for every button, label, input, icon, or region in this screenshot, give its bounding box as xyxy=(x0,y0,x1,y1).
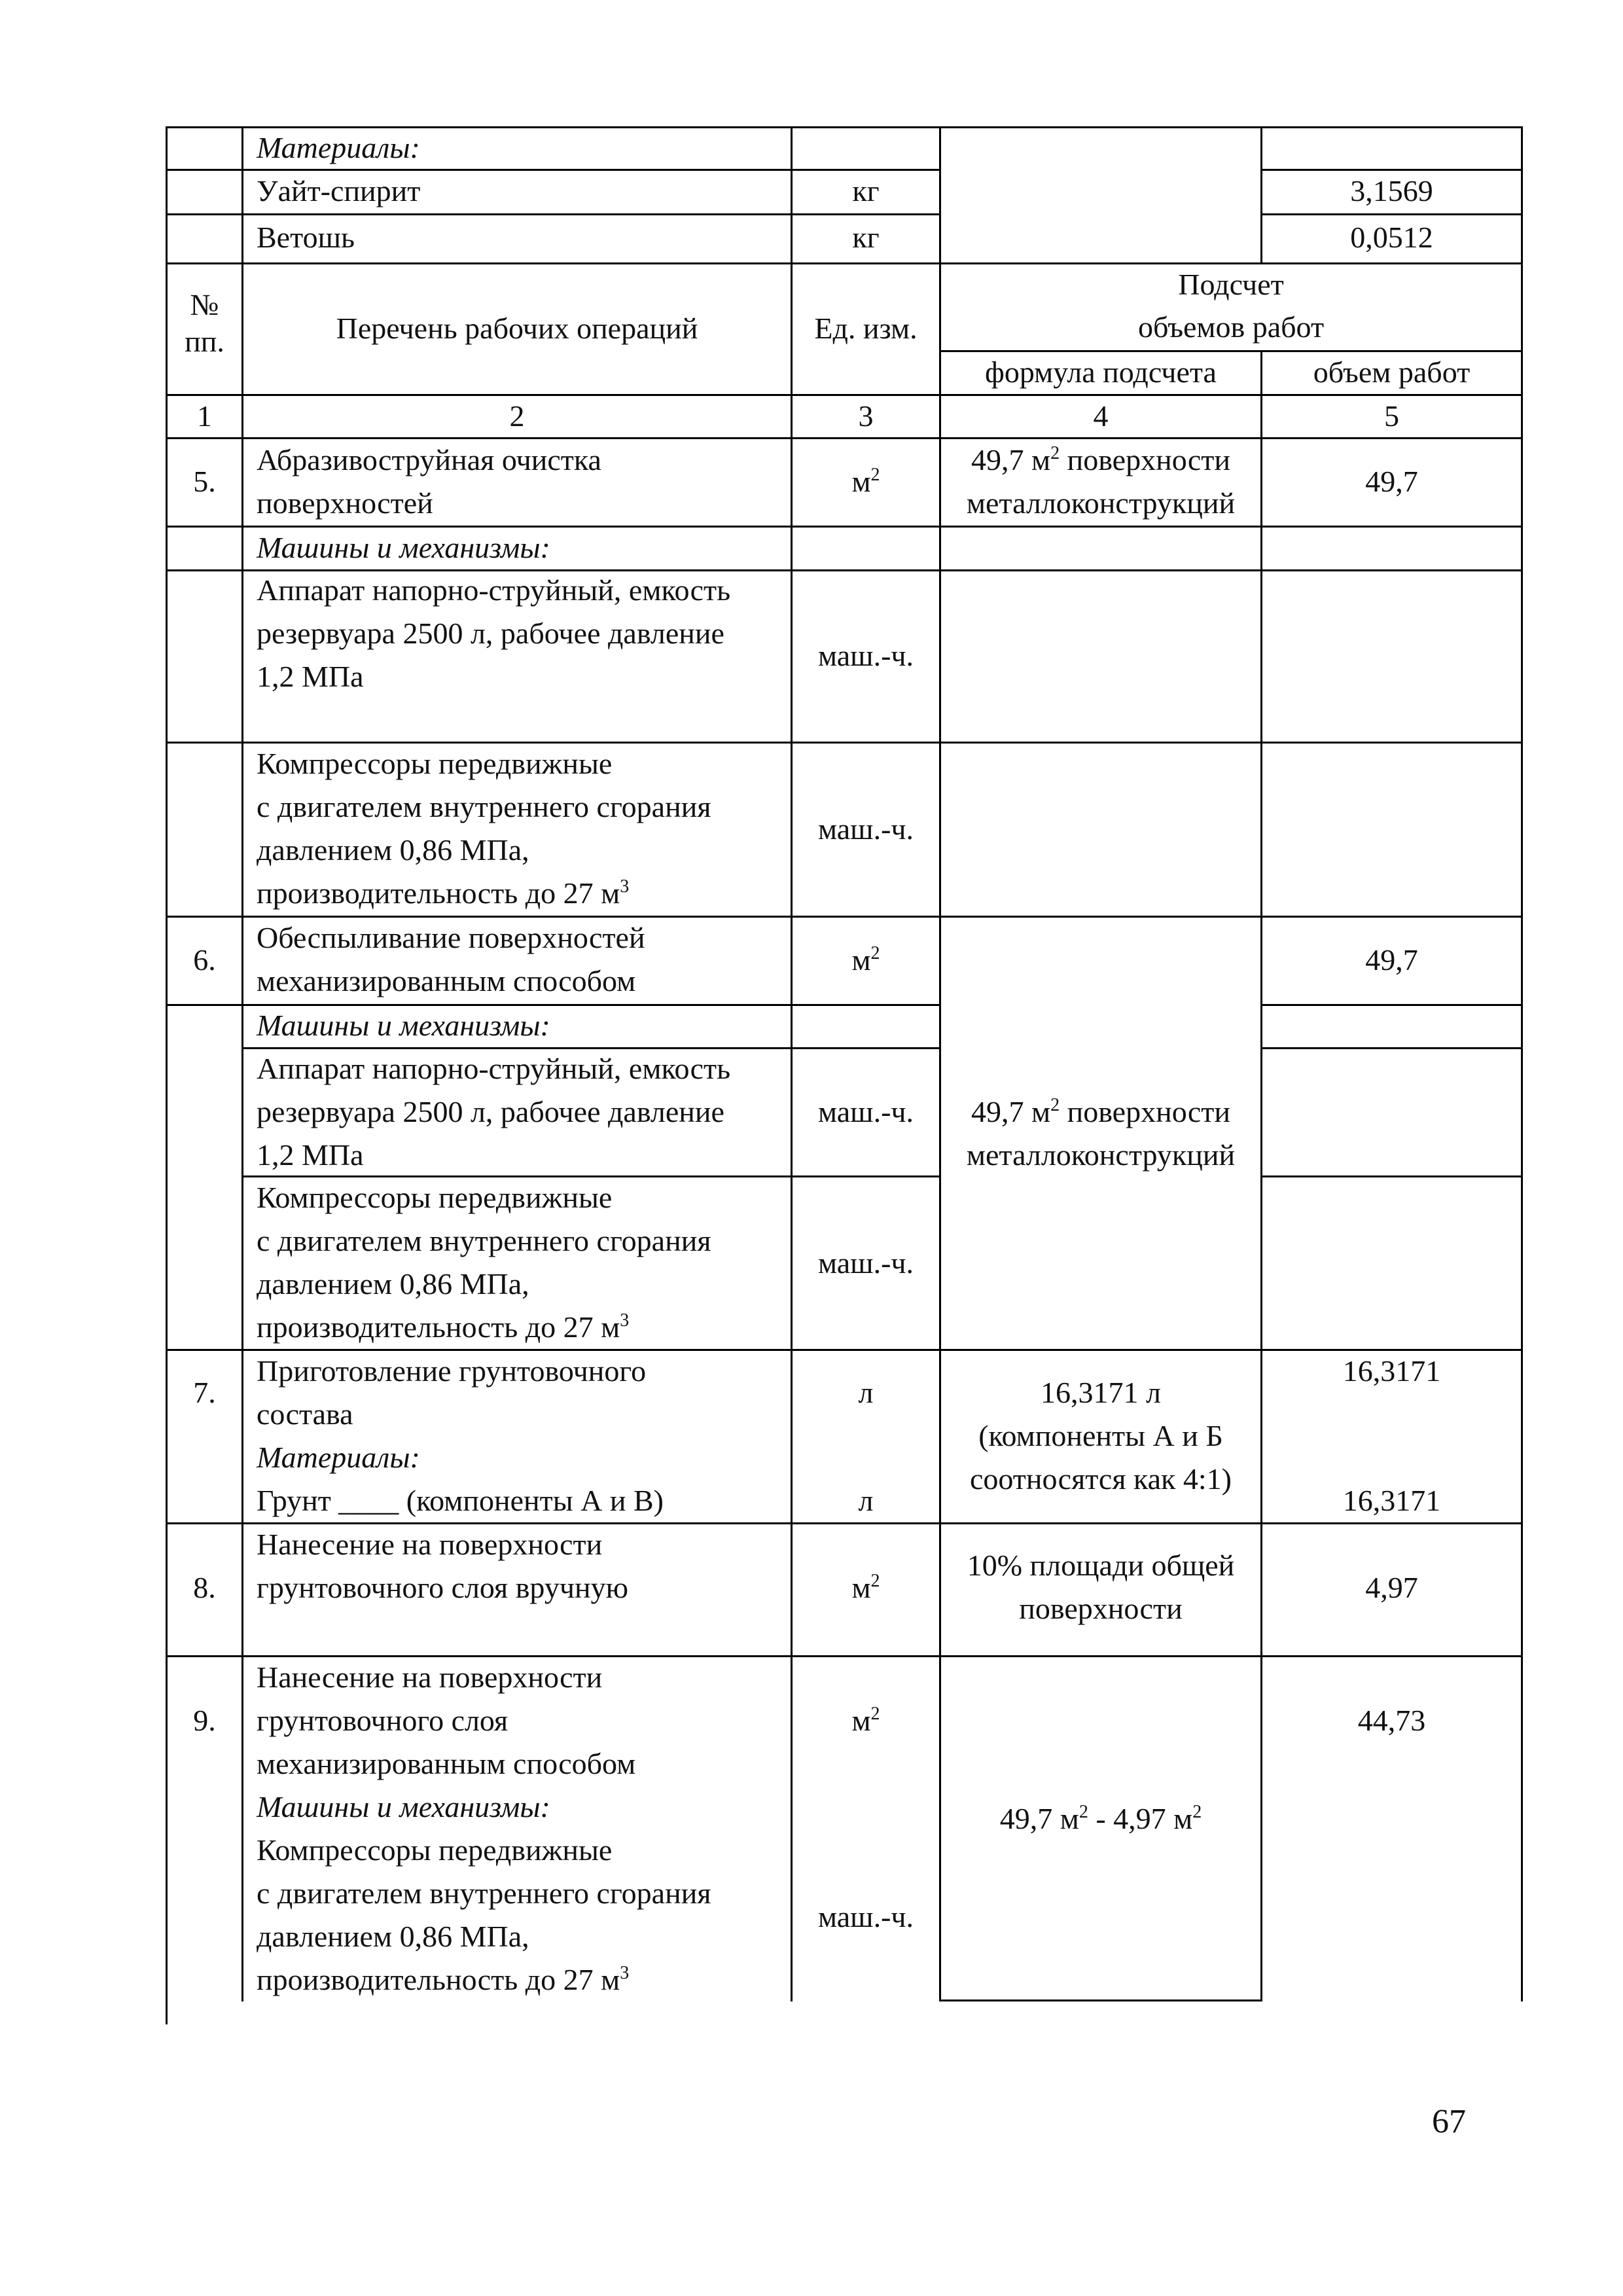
row-number: 6. xyxy=(193,943,216,977)
header-number: № пп. xyxy=(185,288,224,358)
operation-name: Абразивоструйная очистка поверхностей xyxy=(257,443,601,520)
volume-formula: 16,3171 л (компоненты А и Б соотносятся как 4:1) xyxy=(969,1376,1232,1496)
work-volume: 16,3171 xyxy=(1342,1484,1441,1517)
row-number: 9. xyxy=(193,1704,216,1737)
table-border xyxy=(939,2000,1262,2001)
header-formula: формула подсчета xyxy=(985,355,1217,389)
table-border xyxy=(1521,126,1523,2001)
machines-label: Машины и механизмы: xyxy=(257,1790,550,1823)
material-volume: 3,1569 xyxy=(1350,174,1433,207)
machine-name: Аппарат напорно-струйный, емкость резервуара 2500 л, рабочее давление 1,2 МПа xyxy=(257,1052,731,1172)
operation-name: Обеспыливание поверхностей механизированным способом xyxy=(257,921,645,997)
material-unit: кг xyxy=(852,174,880,207)
header-volume: объем работ xyxy=(1313,355,1471,389)
machines-label: Машины и механизмы: xyxy=(257,1009,550,1042)
table-border xyxy=(1260,1175,1523,1177)
operation-name: Приготовление грунтовочного состава Материалы: Грунт ____ (компоненты А и В) xyxy=(257,1354,664,1517)
operation-unit: $м^2$ xyxy=(851,465,880,498)
operation-unit: $м^2$ xyxy=(851,1704,880,1737)
operation-name: Нанесение на поверхности грунтовочного слоя механизированным способом Машины и механизмы: Компрессоры передвижные с двигателем внутреннего сгорания давлением 0,86 МПа, производительность до 27 $м^3$ xyxy=(257,1660,711,1996)
table-border xyxy=(1260,1004,1523,1006)
machine-unit: маш.-ч. xyxy=(817,812,914,846)
row-number: 7. xyxy=(193,1376,216,1409)
machine-name: Компрессоры передвижные с двигателем внутреннего сгорания давлением 0,86 МПа, производительность до 27 $м^3$ xyxy=(257,1181,711,1344)
operation-unit: л xyxy=(858,1484,874,1517)
work-volume: 4,97 xyxy=(1365,1571,1418,1604)
row-number: 8. xyxy=(193,1571,216,1604)
material-volume: 0,0512 xyxy=(1350,221,1433,254)
page-number: 67 xyxy=(1432,2103,1466,2140)
work-volume-table xyxy=(166,126,1523,2001)
volume-formula: 49,7 $м^2 - 4,97$ $м^2$ xyxy=(999,1802,1202,1835)
material-name: Уайт-спирит xyxy=(257,174,421,207)
column-number: 2 xyxy=(509,399,525,433)
column-number: 4 xyxy=(1093,399,1109,433)
header-operations: Перечень рабочих операций xyxy=(336,312,698,345)
machine-name: Компрессоры передвижные с двигателем внутреннего сгорания давлением 0,86 МПа, производительность до 27 $м^3$ xyxy=(257,747,711,910)
table-border xyxy=(166,213,941,215)
table-border xyxy=(1260,1047,1523,1049)
machine-unit: маш.-ч. xyxy=(817,1900,914,1933)
work-volume: 49,7 xyxy=(1365,465,1418,498)
header-unit: Ед. изм. xyxy=(814,312,918,345)
column-number: 1 xyxy=(197,399,212,433)
work-volume: 49,7 xyxy=(1365,943,1418,977)
material-unit: кг xyxy=(852,221,880,254)
volume-formula: 10% площади общей поверхности xyxy=(967,1549,1235,1625)
volume-formula: 49,7 $м^2$ поверхности металлоконструкций xyxy=(966,443,1236,520)
materials-label: Материалы: xyxy=(257,131,420,164)
column-number: 3 xyxy=(858,399,874,433)
operation-unit: л xyxy=(858,1376,874,1409)
row-number: 5. xyxy=(193,465,216,498)
machines-label: Машины и механизмы: xyxy=(257,531,550,564)
machine-unit: маш.-ч. xyxy=(817,1246,914,1280)
volume-formula: 49,7 $м^2$ поверхности металлоконструкций xyxy=(966,1095,1236,1172)
operation-name: Нанесение на поверхности грунтовочного слоя вручную xyxy=(257,1528,628,1604)
work-volume: 16,3171 xyxy=(1342,1354,1441,1388)
machine-name: Аппарат напорно-струйный, емкость резервуара 2500 л, рабочее давление 1,2 МПа xyxy=(257,573,731,693)
column-number: 5 xyxy=(1384,399,1399,433)
machine-unit: маш.-ч. xyxy=(817,1095,914,1128)
operation-unit: $м^2$ xyxy=(851,943,880,977)
header-calc-subtitle: объемов работ xyxy=(1137,310,1325,344)
operation-unit: $м^2$ xyxy=(851,1571,880,1604)
machine-unit: маш.-ч. xyxy=(817,639,914,672)
material-name: Ветошь xyxy=(257,221,355,254)
materials-label: Материалы: xyxy=(257,1441,420,1474)
header-calc-title: Подсчет xyxy=(1178,268,1284,301)
work-volume: 44,73 xyxy=(1357,1704,1426,1737)
table-border xyxy=(1260,213,1523,215)
